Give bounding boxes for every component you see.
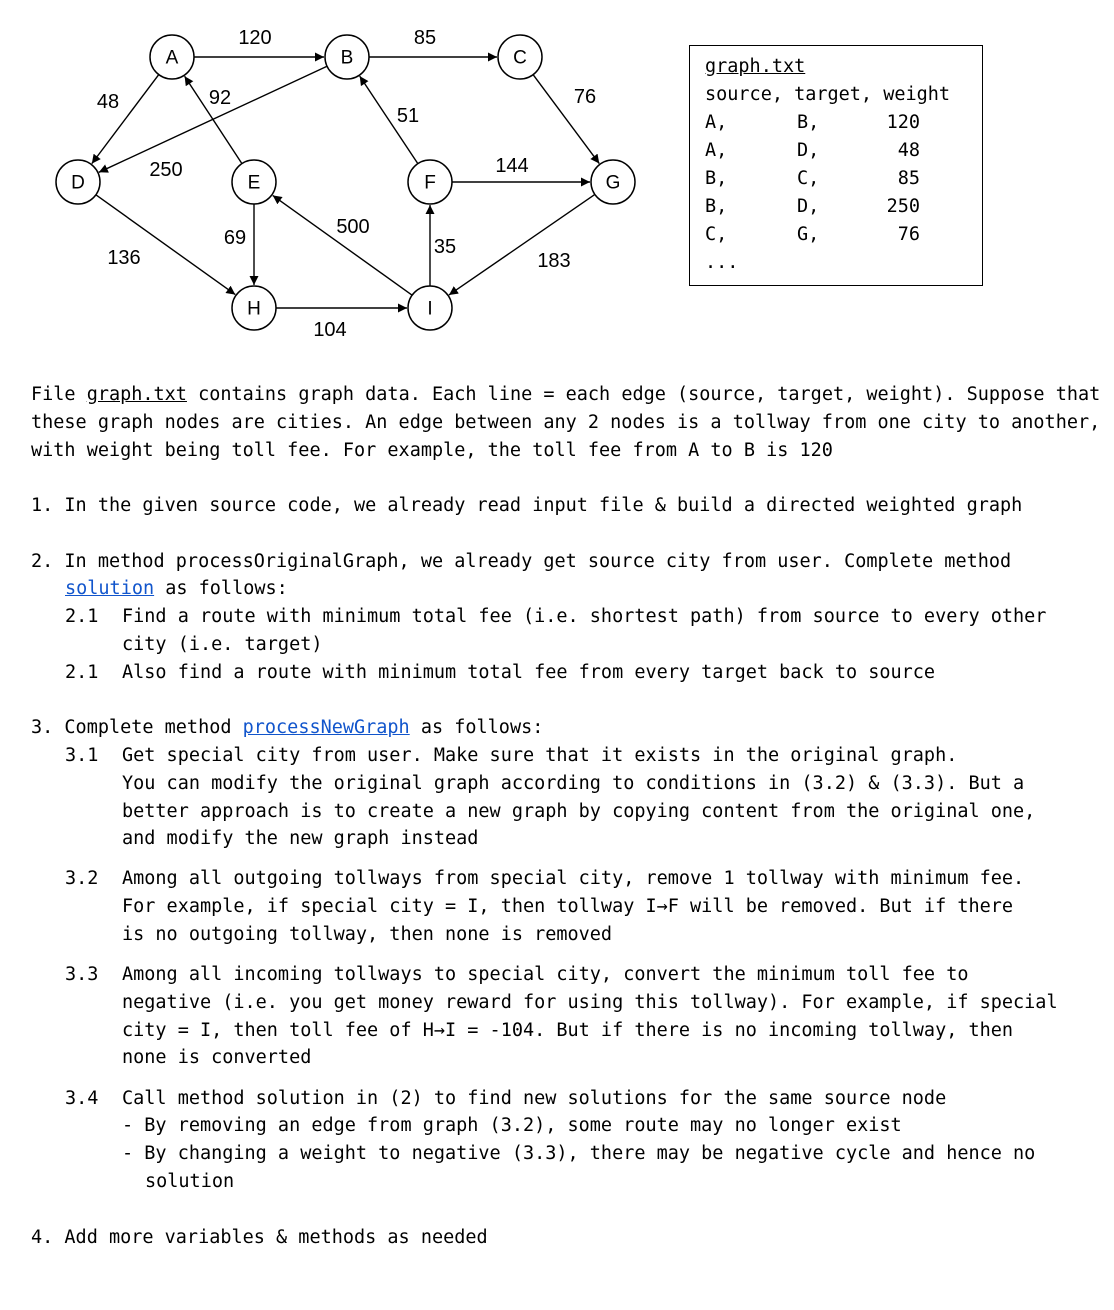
item-3-1-number: 3.1 [65,745,99,766]
node-I [408,286,452,330]
item-2-1-number: 2.1 [65,606,99,627]
node-label: A [165,47,179,69]
file-row-target: B, [797,112,820,133]
edge-weight-label: 136 [107,247,141,269]
node-G [591,160,635,204]
node-label: E [247,172,261,194]
item-3-1-line3: better approach is to create a new graph by copying content from the original one, [122,801,1036,822]
item-3-2-line3: is no outgoing tollway, then none is removed [122,924,613,945]
item-3-3-line1: Among all incoming tollways to special city, convert the minimum toll fee to [122,964,969,985]
edge-A-D [92,75,159,164]
edge-weight-label: 500 [336,216,370,238]
file-row-source: A, [705,112,728,133]
file-row-weight: 48 [897,140,920,161]
file-row-target: G, [797,224,820,245]
item-3-2-number: 3.2 [65,868,99,889]
item-3-1-line4: and modify the new graph instead [122,828,479,849]
edge-line [92,75,159,164]
intro-paragraph [31,381,1101,465]
file-row-source: C, [705,224,728,245]
edge-weight-label: 144 [495,155,529,177]
item-3-1-line2: You can modify the original graph according to conditions in (3.2) & (3.3). But a [122,773,1025,794]
item-3-2-line2: For example, if special city = I, then tollway I→F will be removed. But if there [122,896,1014,917]
node-F [408,160,452,204]
item-2-line2-rest: as follows: [154,578,288,599]
item-3-suffix: as follows: [409,717,544,738]
node-label: C [513,47,527,69]
item-3-1-line1: Get special city from user. Make sure that it exists in the original graph. [122,745,958,766]
item-4: 4. Add more variables & methods as needed [31,1227,488,1248]
edge-G-I [449,194,595,294]
file-row-weight: 250 [886,196,920,217]
edge-weight-label: 85 [413,27,437,49]
node-A [150,35,194,79]
edge-weight-label: 250 [149,159,183,181]
item-3-prefix: 3. Complete method [31,717,243,738]
file-row-target: D, [797,196,820,217]
file-row-target: D, [797,140,820,161]
edge-line [96,66,327,172]
node-C [498,35,542,79]
edge-weight-label: 76 [573,86,597,108]
file-row-source: A, [705,140,728,161]
item-1: 1. In the given source code, we already read input file & build a directed weighted graph [31,495,1023,516]
item-2-1-line1: Find a route with minimum total fee (i.e. shortest path) from source to every other [122,606,1047,627]
node-B [325,35,369,79]
item-3-3-line3: city = I, then toll fee of H→I = -104. But if there is no incoming tollway, then [122,1020,1014,1041]
item-2-line2 [65,575,288,603]
process-new-graph-link[interactable]: processNewGraph [242,717,410,738]
file-row-target: C, [797,168,820,189]
file-ellipsis: ... [705,252,739,273]
edge-line [449,194,595,294]
node-label: I [427,298,433,320]
item-3-2-line1: Among all outgoing tollways from special city, remove 1 tollway with minimum fee. [122,868,1025,889]
file-row-source: B, [705,168,728,189]
edge-weight-label: 69 [223,227,247,249]
edge-weight-label: 183 [537,250,571,272]
edge-D-H [96,195,235,295]
node-label: B [340,47,354,69]
graph-diagram [0,0,690,350]
edge-line [273,195,412,295]
node-label: H [247,298,261,320]
item-3-3-number: 3.3 [65,964,99,985]
item-2-1-line2: city (i.e. target) [122,634,323,655]
graph-file-box [689,45,983,286]
item-2-2-number: 2.1 [65,662,99,683]
file-row-weight: 120 [886,112,920,133]
item-3-4-line4: solution [145,1171,235,1192]
edge-I-E [273,195,412,295]
intro-text: contains graph data. Each line = each edge (source, target, weight). Suppose that these graph nodes are cities. An edge between any 2 nodes is a tollway from one city to another, with weight being toll fee. For example, the toll fee from A to B is 120 [31,384,1101,461]
file-title: graph.txt [705,56,806,77]
edge-line [96,195,235,295]
item-3-heading [31,714,543,742]
file-row-weight: 85 [897,168,920,189]
solution-link[interactable]: solution [65,578,155,599]
file-row-weight: 76 [897,224,920,245]
intro-prefix: File [31,384,87,405]
node-H [232,286,276,330]
item-3-3-line2: negative (i.e. you get money reward for using this tollway). For example, if special [122,992,1058,1013]
edge-weight-label: 120 [238,27,272,49]
item-3-4-line2: - By removing an edge from graph (3.2), some route may no longer exist [122,1115,902,1136]
edge-weight-label: 92 [208,87,232,109]
item-3-3-line4: none is converted [122,1047,312,1068]
file-header: source, target, weight [705,84,951,105]
item-2-line1: 2. In method processOriginalGraph, we already get source city from user. Complete method [31,551,1012,572]
node-label: G [605,172,621,194]
node-E [232,160,276,204]
node-label: F [424,172,436,194]
edge-weight-label: 51 [396,105,420,127]
node-D [56,160,100,204]
item-2-2-line1: Also find a route with minimum total fee from every target back to source [122,662,936,683]
item-3-4-line3: - By changing a weight to negative (3.3), there may be negative cycle and hence no [122,1143,1036,1164]
intro-filename: graph.txt [86,384,187,405]
edge-weight-label: 104 [313,319,347,341]
edge-weight-label: 48 [96,91,120,113]
item-3-4-line1: Call method solution in (2) to find new solutions for the same source node [122,1088,947,1109]
edge-B-D [96,66,327,172]
file-row-source: B, [705,196,728,217]
edge-weight-label: 35 [433,236,457,258]
node-label: D [71,172,85,194]
item-3-4-number: 3.4 [65,1088,99,1109]
